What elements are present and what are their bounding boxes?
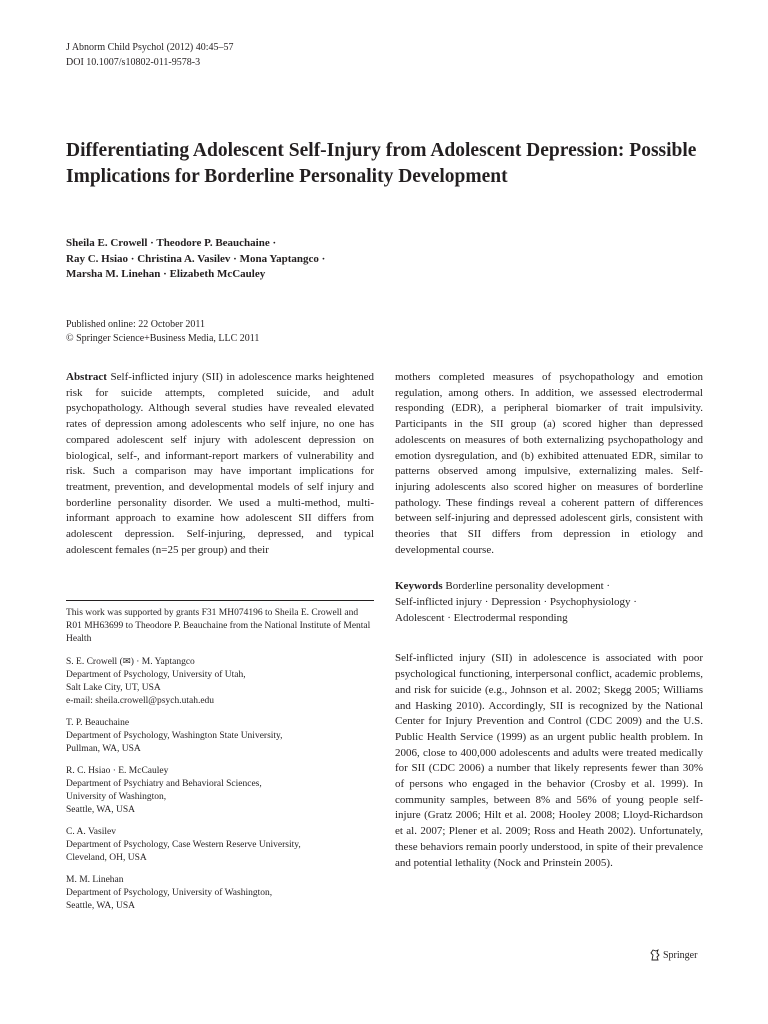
affiliation-block (66, 656, 374, 708)
footnote-block (66, 607, 374, 922)
journal-header (66, 40, 234, 70)
affiliation-names: C. A. Vasilev (66, 827, 116, 837)
abstract-heading: Abstract (66, 371, 107, 383)
springer-horse-icon (650, 949, 660, 961)
publisher-logo (650, 949, 697, 961)
affiliation-names: T. P. Beauchaine (66, 718, 130, 728)
affiliation-names: S. E. Crowell (✉) · M. Yaptangco (66, 657, 195, 667)
affiliation-line: Pullman, WA, USA (66, 744, 141, 754)
affiliation-block (66, 717, 374, 756)
keywords-line: Adolescent · Electrodermal responding (395, 612, 568, 625)
affiliation-line: Department of Psychology, University of Utah, (66, 670, 246, 680)
author-line: Marsha M. Linehan · Elizabeth McCauley (66, 268, 266, 280)
abstract-right: mothers completed measures of psychopathology and emotion regulation, among others. In addition, we assessed electrodermal responding (EDR), a peripheral biomarker of trait impulsivity. Participants in the SII group (a) scored higher than depressed adolescents on measures of both externalizing psychopathology and emotion dysregulation, and (b) exhibited attenuated EDR, similar to patterns observed among impulsive, externalizing males. Self-injuring adolescents also scored higher on measures of borderline pathology. These findings reveal a coherent pattern of differences between self-injuring and depressed adolescent girls, consistent with theories that SII differs from depression in etiology and developmental course. (395, 371, 703, 556)
keyword-text: Borderline personality development · (445, 580, 611, 593)
affiliation-line: Department of Psychology, Case Western Reserve University, (66, 840, 301, 850)
affiliation-line: Cleveland, OH, USA (66, 853, 147, 863)
affiliation-line: University of Washington, (66, 792, 167, 802)
doi[interactable]: DOI 10.1007/s10802-011-9578-3 (66, 57, 201, 68)
affiliation-line: Seattle, WA, USA (66, 805, 135, 815)
copyright-line (66, 332, 259, 346)
copyright-text: Springer Science+Business Media, LLC 2011 (76, 333, 260, 344)
left-column (66, 370, 374, 558)
copyright-icon: © (66, 333, 74, 344)
author-line: Sheila E. Crowell · Theodore P. Beauchaine · (66, 237, 277, 249)
abstract-text-left: Self-inflicted injury (SII) in adolescence marks heightened risk for suicide attempts, completed suicide, and adult psychopathology. Although several studies have revealed elevated rates of depression among adolescents who self injure, no one has compared adolescent self injury with adolescent depression on biological, self-, and informant-report markers of vulnerability and risk. Such a comparison may have important implications for treatment, prevention, and developmental models of self injury and borderline personality disorder. We used a multi-method, multi-informant approach to examine how adolescent SII differs from adolescent depression. Self-injuring, depressed, and typical adolescent females (n=25 per group) and their (66, 371, 374, 556)
paper-title: Differentiating Adolescent Self-Injury from Adolescent Depression: Possible Implications for Borderline Personality Development (66, 140, 697, 187)
intro-paragraph: Self-inflicted injury (SII) in adolescence is associated with poor psychological functioning, interpersonal conflict, academic problems, and risk for suicide (e.g., Johnson et al. 2002; Skegg 2005; Williams and Hasking 2010). Accordingly, SII is recognized by the National Center for Injury Prevention and Control (CDC 2009) and the U.S. Public Health Service (1999) as an urgent public health problem. In 2006, close to 400,000 adolescents and adults were treated medically for SII (CDC 2006) a number that likely represents fewer than 30% of persons who engaged in the behavior (Crosby et al. 1999). In community samples, between 8% and 56% of young people self-injure (Gratz 2006; Hilt et al. 2008; Hooley 2008; Lloyd-Richardson et al. 2007; Plener et al. 2009; Ross and Heath 2002). Unfortunately, these behaviors remain poorly understood, in spite of their prevalence and potential lethality (Nock and Prinstein 2005). (395, 652, 703, 869)
published-online: Published online: 22 October 2011 (66, 319, 206, 330)
affiliation-line: Seattle, WA, USA (66, 901, 135, 911)
keywords-block (395, 578, 703, 626)
keywords-heading: Keywords (395, 580, 443, 593)
affiliations-list (66, 656, 374, 913)
publisher-name: Springer (663, 949, 698, 961)
affiliation-names: R. C. Hsiao · E. McCauley (66, 766, 169, 776)
author-line: Ray C. Hsiao · Christina A. Vasilev · Mona Yaptangco · (66, 252, 326, 265)
footnote-rule (66, 600, 374, 601)
affiliation-names: M. M. Linehan (66, 875, 124, 885)
affiliation-line: Department of Psychology, Washington State University, (66, 731, 283, 741)
affiliation-line: Department of Psychiatry and Behavioral Sciences, (66, 779, 262, 789)
affiliation-block (66, 826, 374, 865)
affiliation-line[interactable]: e-mail: sheila.crowell@psych.utah.edu (66, 696, 215, 706)
keywords-line: Self-inflicted injury · Depression · Psychophysiology · (395, 596, 637, 609)
publication-info (66, 318, 259, 346)
affiliation-block (66, 874, 374, 913)
funding-footnote: This work was supported by grants F31 MH074196 to Sheila E. Crowell and R01 MH63699 to Theodore P. Beauchaine from the National Institute of Mental Health (66, 608, 371, 644)
right-column (395, 370, 703, 871)
abstract-left (66, 370, 374, 558)
affiliation-line: Department of Psychology, University of Washington, (66, 888, 273, 898)
author-list (66, 236, 396, 283)
affiliation-line: Salt Lake City, UT, USA (66, 683, 161, 693)
journal-citation: J Abnorm Child Psychol (2012) 40:45–57 (66, 42, 234, 53)
keywords-line (395, 578, 703, 594)
affiliation-block (66, 765, 374, 817)
